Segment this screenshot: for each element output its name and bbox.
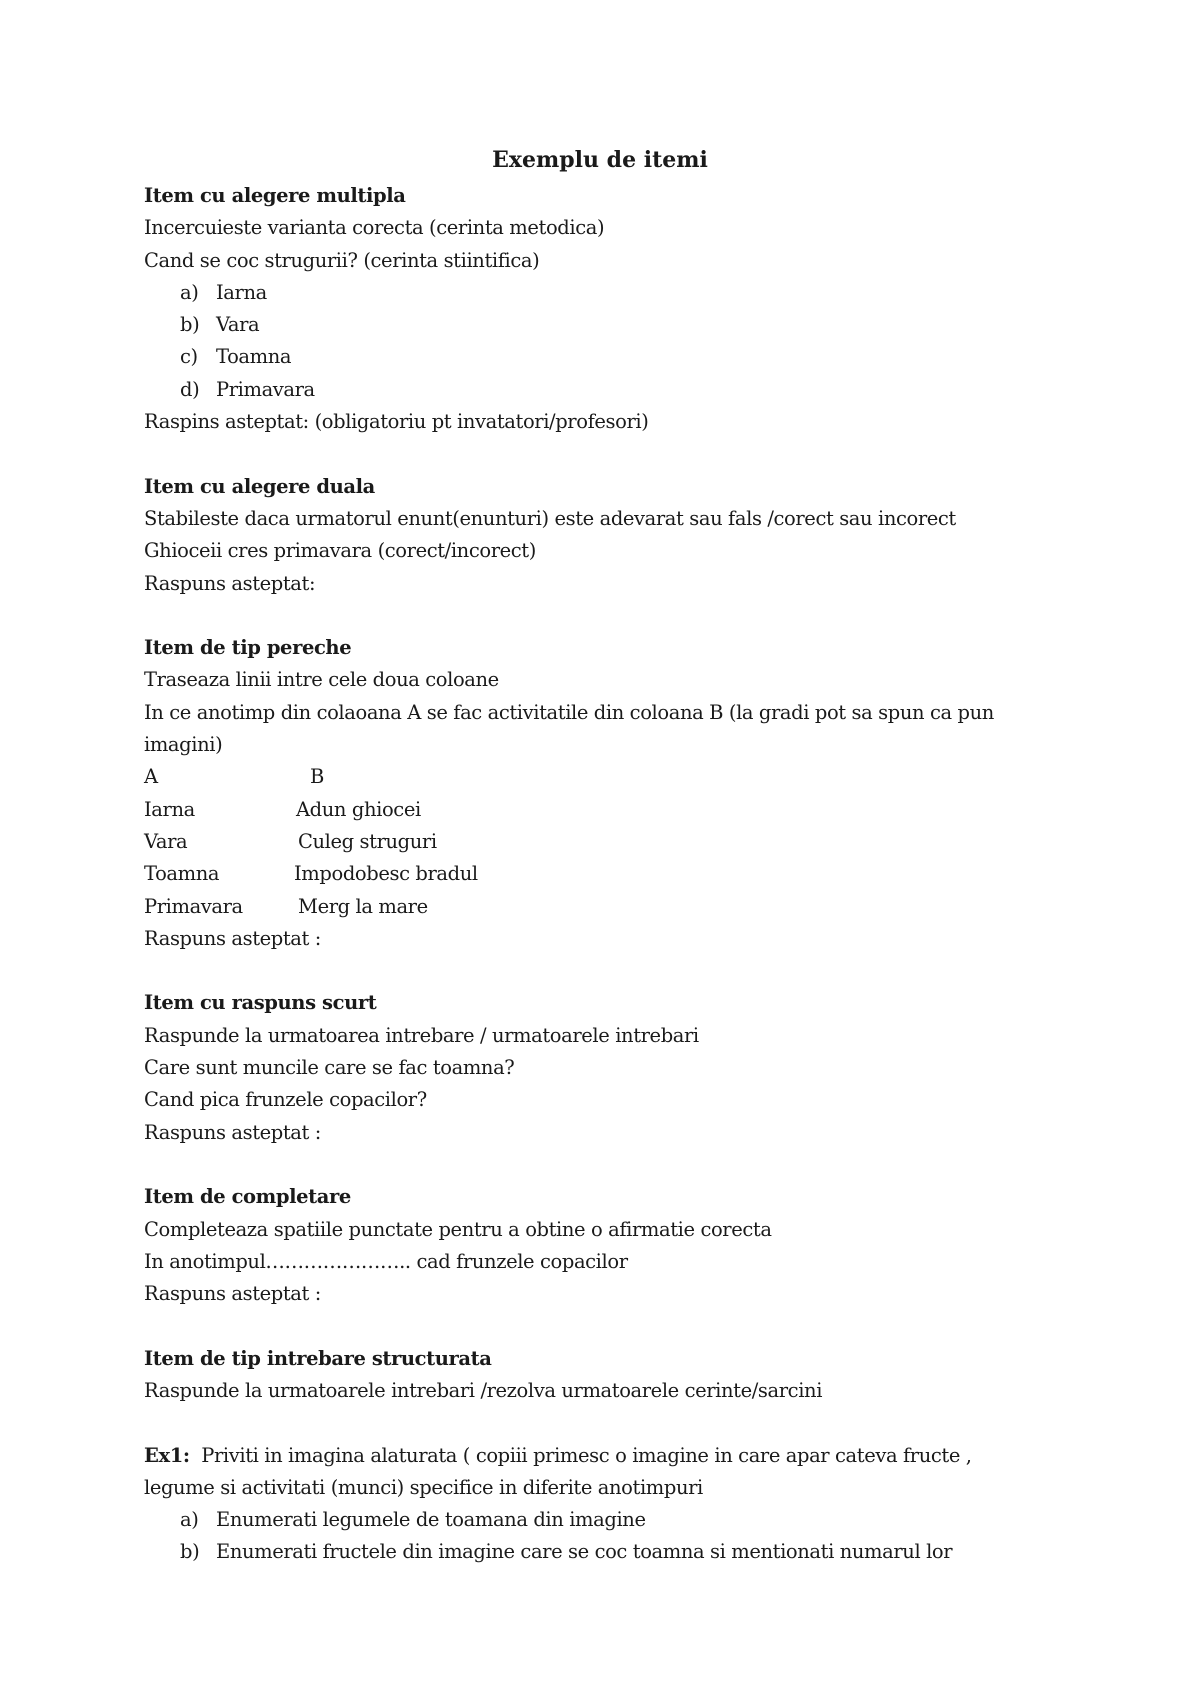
pair-cell-a: Vara (144, 829, 188, 853)
pair-cell-b: Impodobesc bradul (294, 862, 478, 886)
column-b-header: B (310, 765, 324, 789)
expected-answer: Raspuns asteptat : (144, 926, 321, 950)
option-label: b) (180, 1540, 200, 1564)
text-line: Cand pica frunzele copacilor? (144, 1088, 427, 1112)
pair-row (144, 826, 1044, 858)
pair-row (144, 858, 1044, 890)
spacer (144, 600, 1044, 632)
page-title: Exemplu de itemi (492, 147, 708, 173)
spacer (144, 1310, 1044, 1342)
spacer (144, 1149, 1044, 1181)
text-line: legume si activitati (munci) specifice in diferite anotimpuri (144, 1475, 703, 1499)
pair-cell-a: Primavara (144, 894, 243, 918)
pair-row (144, 891, 1044, 923)
option-item (144, 374, 1044, 406)
spacer (144, 955, 1044, 987)
text-line: Stabileste daca urmatorul enunt(enunturi) este adevarat sau fals /corect sau incorect (144, 506, 956, 530)
spacer (144, 438, 1044, 470)
expected-answer: Raspuns asteptat : (144, 1120, 321, 1144)
section-heading-structured: Item de tip intrebare structurata (144, 1346, 492, 1370)
text-line: Completeaza spatiile punctate pentru a obtine o afirmatie corecta (144, 1217, 772, 1241)
text-line: Care sunt muncile care se fac toamna? (144, 1056, 515, 1080)
option-text: Vara (216, 313, 260, 337)
text-line: Raspunde la urmatoarea intrebare / urmatoarele intrebari (144, 1023, 699, 1047)
option-text: Primavara (216, 377, 315, 401)
expected-answer: Raspuns asteptat : (144, 1282, 321, 1306)
exercise-label: Ex1: (144, 1443, 190, 1467)
option-item (144, 341, 1044, 373)
pair-cell-b: Adun ghiocei (296, 797, 421, 821)
option-item (144, 1536, 1044, 1568)
text-line: Traseaza linii intre cele doua coloane (144, 668, 499, 692)
text-line: Cand se coc strugurii? (cerinta stiintifica) (144, 248, 540, 272)
pair-cell-a: Toamna (144, 862, 220, 886)
option-item (144, 309, 1044, 341)
column-a-header: A (144, 765, 158, 789)
pair-cell-b: Merg la mare (298, 894, 428, 918)
expected-answer: Raspins asteptat: (obligatoriu pt invatatori/profesori) (144, 410, 649, 434)
pair-cell-b: Culeg struguri (298, 829, 437, 853)
document-body (144, 180, 1044, 1569)
text-line: Ghioceii cres primavara (corect/incorect) (144, 539, 536, 563)
option-text: Toamna (216, 345, 292, 369)
option-text: Iarna (216, 280, 267, 304)
spacer (144, 1407, 1044, 1439)
text-line: Incercuieste varianta corecta (cerinta metodica) (144, 216, 605, 240)
option-label: d) (180, 377, 200, 401)
option-item (144, 1504, 1044, 1536)
pair-cell-a: Iarna (144, 797, 195, 821)
section-heading-completion: Item de completare (144, 1185, 351, 1209)
text-line: In ce anotimp din colaoana A se fac activitatile din coloana B (la gradi pot sa spun ca pun imagini) (144, 700, 994, 757)
pair-header-row (144, 761, 1044, 793)
text-line: In anotimpul………………….. cad frunzele copacilor (144, 1249, 628, 1273)
exercise-text: Priviti in imagina alaturata ( copiii primesc o imagine in care apar cateva fructe , (201, 1443, 972, 1467)
option-label: c) (180, 345, 198, 369)
section-heading-short: Item cu raspuns scurt (144, 991, 377, 1015)
section-heading-multiple: Item cu alegere multipla (144, 184, 406, 207)
section-heading-pair: Item de tip pereche (144, 636, 352, 660)
option-text: Enumerati fructele din imagine care se coc toamna si mentionati numarul lor (216, 1540, 953, 1564)
option-item (144, 277, 1044, 309)
option-label: a) (180, 280, 199, 304)
pair-row (144, 794, 1044, 826)
expected-answer: Raspuns asteptat: (144, 571, 316, 595)
option-label: a) (180, 1508, 199, 1532)
option-label: b) (180, 313, 200, 337)
section-heading-dual: Item cu alegere duala (144, 474, 375, 498)
exercise-line (144, 1440, 1044, 1472)
option-text: Enumerati legumele de toamana din imagine (216, 1508, 646, 1532)
text-line: Raspunde la urmatoarele intrebari /rezolva urmatoarele cerinte/sarcini (144, 1378, 823, 1402)
